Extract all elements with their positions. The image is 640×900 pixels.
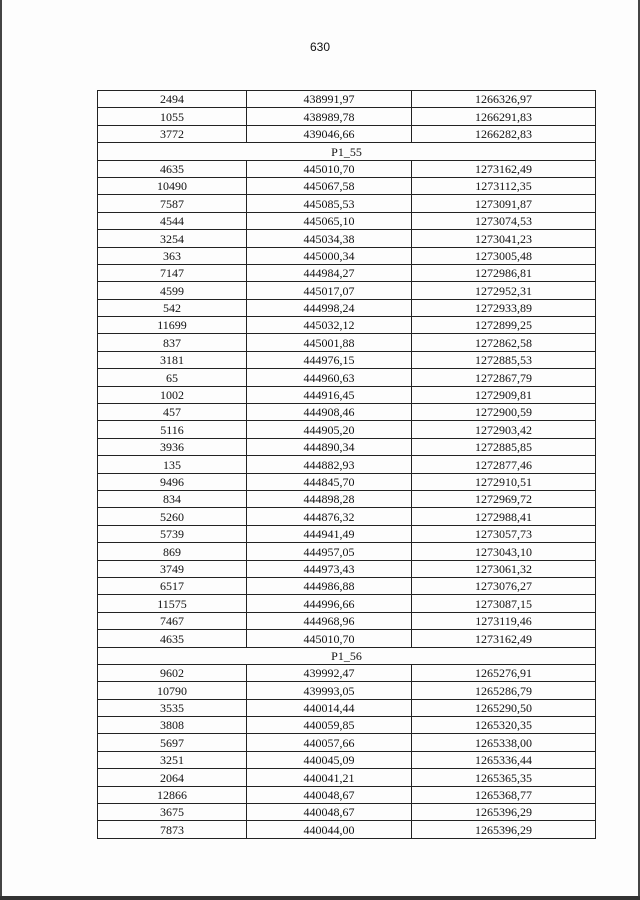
table-row	[98, 230, 596, 247]
table-row	[98, 821, 596, 838]
x-coordinate-cell: 438989,78	[247, 108, 412, 125]
coordinates-table-frame	[97, 90, 595, 837]
y-coordinate-cell: 1265396,29	[412, 821, 596, 838]
y-coordinate-cell: 1273041,23	[412, 230, 596, 247]
x-coordinate-cell: 440059,85	[247, 717, 412, 734]
section-label: P1_56	[98, 647, 596, 664]
x-coordinate-cell: 444941,49	[247, 525, 412, 542]
point-number-cell: 834	[98, 490, 247, 507]
point-number-cell: 135	[98, 456, 247, 473]
y-coordinate-cell: 1272900,59	[412, 404, 596, 421]
table-row	[98, 786, 596, 803]
table-row	[98, 404, 596, 421]
point-number-cell: 65	[98, 369, 247, 386]
table-row	[98, 595, 596, 612]
table-row	[98, 543, 596, 560]
y-coordinate-cell: 1266282,83	[412, 125, 596, 142]
point-number-cell: 7147	[98, 264, 247, 281]
table-row	[98, 125, 596, 142]
y-coordinate-cell: 1272867,79	[412, 369, 596, 386]
table-row	[98, 212, 596, 229]
x-coordinate-cell: 444898,28	[247, 490, 412, 507]
y-coordinate-cell: 1273076,27	[412, 577, 596, 594]
table-row	[98, 386, 596, 403]
y-coordinate-cell: 1272986,81	[412, 264, 596, 281]
point-number-cell: 2494	[98, 91, 247, 108]
x-coordinate-cell: 445001,88	[247, 334, 412, 351]
point-number-cell: 457	[98, 404, 247, 421]
point-number-cell: 3749	[98, 560, 247, 577]
table-row	[98, 525, 596, 542]
x-coordinate-cell: 440048,67	[247, 804, 412, 821]
point-number-cell: 9496	[98, 473, 247, 490]
table-row	[98, 351, 596, 368]
section-label: P1_55	[98, 143, 596, 160]
table-row	[98, 282, 596, 299]
table-row	[98, 717, 596, 734]
y-coordinate-cell: 1266326,97	[412, 91, 596, 108]
point-number-cell: 363	[98, 247, 247, 264]
table-row	[98, 490, 596, 507]
y-coordinate-cell: 1265276,91	[412, 664, 596, 681]
table-row	[98, 664, 596, 681]
table-row	[98, 317, 596, 334]
y-coordinate-cell: 1273162,49	[412, 160, 596, 177]
table-row	[98, 438, 596, 455]
x-coordinate-cell: 445065,10	[247, 212, 412, 229]
point-number-cell: 869	[98, 543, 247, 560]
x-coordinate-cell: 440041,21	[247, 769, 412, 786]
x-coordinate-cell: 444998,24	[247, 299, 412, 316]
point-number-cell: 1055	[98, 108, 247, 125]
point-number-cell: 5739	[98, 525, 247, 542]
point-number-cell: 4544	[98, 212, 247, 229]
x-coordinate-cell: 445000,34	[247, 247, 412, 264]
table-row	[98, 421, 596, 438]
y-coordinate-cell: 1272899,25	[412, 317, 596, 334]
point-number-cell: 3936	[98, 438, 247, 455]
y-coordinate-cell: 1272885,53	[412, 351, 596, 368]
table-row	[98, 577, 596, 594]
point-number-cell: 5260	[98, 508, 247, 525]
y-coordinate-cell: 1265320,35	[412, 717, 596, 734]
x-coordinate-cell: 444996,66	[247, 595, 412, 612]
table-row	[98, 247, 596, 264]
table-row	[98, 456, 596, 473]
x-coordinate-cell: 440014,44	[247, 699, 412, 716]
point-number-cell: 2064	[98, 769, 247, 786]
point-number-cell: 10790	[98, 682, 247, 699]
x-coordinate-cell: 445010,70	[247, 630, 412, 647]
coordinates-table	[97, 90, 596, 839]
table-row	[98, 560, 596, 577]
x-coordinate-cell: 445067,58	[247, 177, 412, 194]
table-row	[98, 334, 596, 351]
x-coordinate-cell: 444960,63	[247, 369, 412, 386]
y-coordinate-cell: 1273119,46	[412, 612, 596, 629]
table-row	[98, 160, 596, 177]
point-number-cell: 3535	[98, 699, 247, 716]
section-header-row	[98, 647, 596, 664]
point-number-cell: 4635	[98, 160, 247, 177]
y-coordinate-cell: 1265396,29	[412, 804, 596, 821]
x-coordinate-cell: 444973,43	[247, 560, 412, 577]
x-coordinate-cell: 444876,32	[247, 508, 412, 525]
section-header-row	[98, 143, 596, 160]
point-number-cell: 7467	[98, 612, 247, 629]
y-coordinate-cell: 1272988,41	[412, 508, 596, 525]
point-number-cell: 542	[98, 299, 247, 316]
y-coordinate-cell: 1265365,35	[412, 769, 596, 786]
table-row	[98, 769, 596, 786]
y-coordinate-cell: 1273091,87	[412, 195, 596, 212]
table-row	[98, 195, 596, 212]
x-coordinate-cell: 439993,05	[247, 682, 412, 699]
x-coordinate-cell: 444984,27	[247, 264, 412, 281]
x-coordinate-cell: 439992,47	[247, 664, 412, 681]
page-number: 630	[309, 40, 331, 54]
x-coordinate-cell: 444890,34	[247, 438, 412, 455]
x-coordinate-cell: 444916,45	[247, 386, 412, 403]
point-number-cell: 9602	[98, 664, 247, 681]
y-coordinate-cell: 1273005,48	[412, 247, 596, 264]
point-number-cell: 7873	[98, 821, 247, 838]
x-coordinate-cell: 444976,15	[247, 351, 412, 368]
point-number-cell: 1002	[98, 386, 247, 403]
x-coordinate-cell: 444908,46	[247, 404, 412, 421]
y-coordinate-cell: 1273074,53	[412, 212, 596, 229]
x-coordinate-cell: 438991,97	[247, 91, 412, 108]
y-coordinate-cell: 1272969,72	[412, 490, 596, 507]
x-coordinate-cell: 444905,20	[247, 421, 412, 438]
scan-edge-left	[0, 0, 2, 900]
table-row	[98, 612, 596, 629]
table-row	[98, 264, 596, 281]
table-row	[98, 91, 596, 108]
table-row	[98, 682, 596, 699]
x-coordinate-cell: 444957,05	[247, 543, 412, 560]
y-coordinate-cell: 1273061,32	[412, 560, 596, 577]
table-row	[98, 473, 596, 490]
x-coordinate-cell: 445017,07	[247, 282, 412, 299]
x-coordinate-cell: 440044,00	[247, 821, 412, 838]
y-coordinate-cell: 1272909,81	[412, 386, 596, 403]
y-coordinate-cell: 1272885,85	[412, 438, 596, 455]
y-coordinate-cell: 1265336,44	[412, 751, 596, 768]
y-coordinate-cell: 1272933,89	[412, 299, 596, 316]
y-coordinate-cell: 1265338,00	[412, 734, 596, 751]
point-number-cell: 3181	[98, 351, 247, 368]
y-coordinate-cell: 1265368,77	[412, 786, 596, 803]
point-number-cell: 12866	[98, 786, 247, 803]
table-row	[98, 751, 596, 768]
table-row	[98, 108, 596, 125]
y-coordinate-cell: 1273112,35	[412, 177, 596, 194]
point-number-cell: 3251	[98, 751, 247, 768]
point-number-cell: 5116	[98, 421, 247, 438]
point-number-cell: 3808	[98, 717, 247, 734]
point-number-cell: 10490	[98, 177, 247, 194]
y-coordinate-cell: 1273057,73	[412, 525, 596, 542]
y-coordinate-cell: 1273043,10	[412, 543, 596, 560]
x-coordinate-cell: 440045,09	[247, 751, 412, 768]
y-coordinate-cell: 1272910,51	[412, 473, 596, 490]
y-coordinate-cell: 1266291,83	[412, 108, 596, 125]
x-coordinate-cell: 445010,70	[247, 160, 412, 177]
x-coordinate-cell: 445085,53	[247, 195, 412, 212]
x-coordinate-cell: 444882,93	[247, 456, 412, 473]
point-number-cell: 837	[98, 334, 247, 351]
table-row	[98, 508, 596, 525]
table-row	[98, 734, 596, 751]
x-coordinate-cell: 440057,66	[247, 734, 412, 751]
x-coordinate-cell: 444968,96	[247, 612, 412, 629]
y-coordinate-cell: 1273087,15	[412, 595, 596, 612]
y-coordinate-cell: 1272903,42	[412, 421, 596, 438]
point-number-cell: 7587	[98, 195, 247, 212]
y-coordinate-cell: 1273162,49	[412, 630, 596, 647]
y-coordinate-cell: 1265286,79	[412, 682, 596, 699]
point-number-cell: 4635	[98, 630, 247, 647]
x-coordinate-cell: 445034,38	[247, 230, 412, 247]
point-number-cell: 3772	[98, 125, 247, 142]
point-number-cell: 4599	[98, 282, 247, 299]
coordinates-table-body	[98, 91, 596, 839]
point-number-cell: 3254	[98, 230, 247, 247]
table-row	[98, 369, 596, 386]
table-row	[98, 630, 596, 647]
y-coordinate-cell: 1272877,46	[412, 456, 596, 473]
point-number-cell: 5697	[98, 734, 247, 751]
point-number-cell: 6517	[98, 577, 247, 594]
x-coordinate-cell: 439046,66	[247, 125, 412, 142]
table-row	[98, 699, 596, 716]
table-row	[98, 299, 596, 316]
point-number-cell: 3675	[98, 804, 247, 821]
x-coordinate-cell: 440048,67	[247, 786, 412, 803]
scan-edge-bottom	[0, 896, 640, 900]
y-coordinate-cell: 1272862,58	[412, 334, 596, 351]
point-number-cell: 11575	[98, 595, 247, 612]
point-number-cell: 11699	[98, 317, 247, 334]
x-coordinate-cell: 445032,12	[247, 317, 412, 334]
x-coordinate-cell: 444986,88	[247, 577, 412, 594]
y-coordinate-cell: 1265290,50	[412, 699, 596, 716]
table-row	[98, 177, 596, 194]
y-coordinate-cell: 1272952,31	[412, 282, 596, 299]
x-coordinate-cell: 444845,70	[247, 473, 412, 490]
table-row	[98, 804, 596, 821]
